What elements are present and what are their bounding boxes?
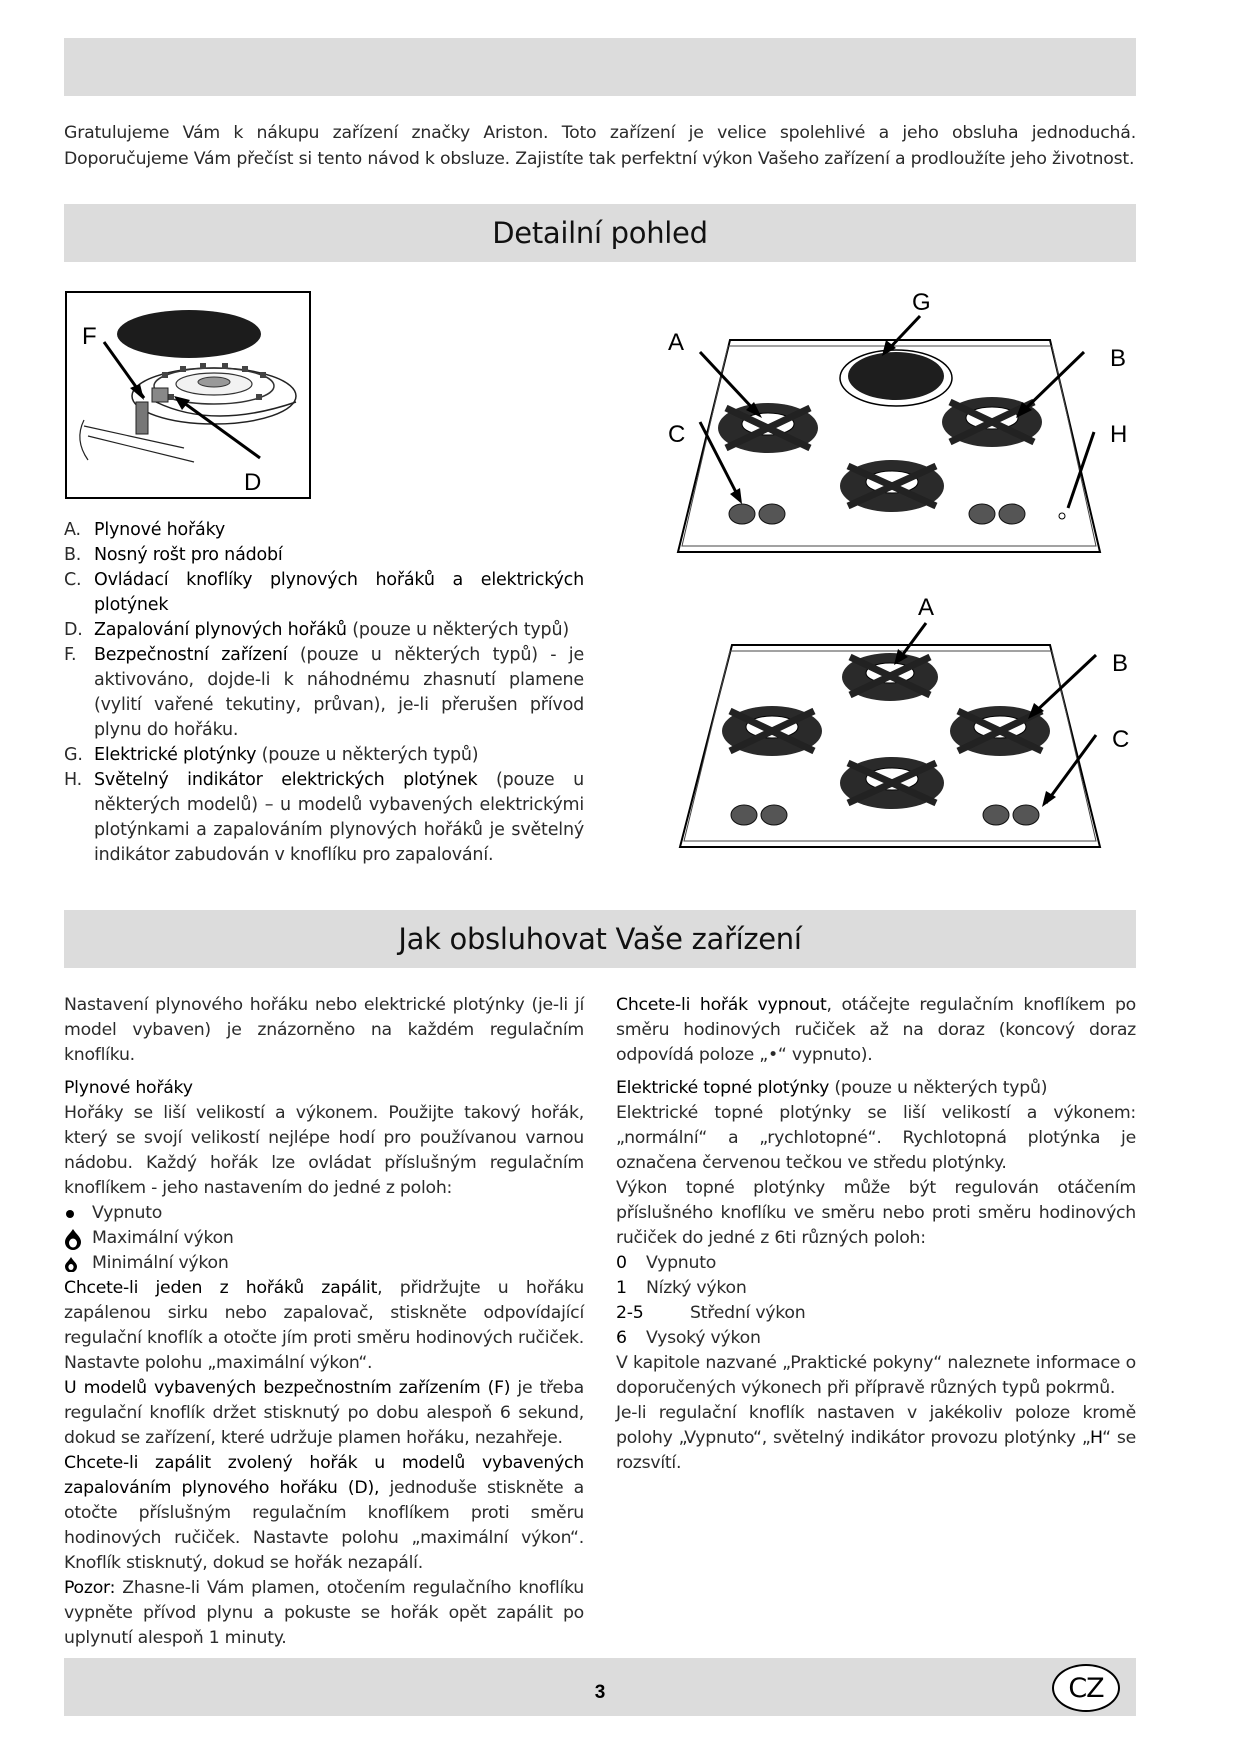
label-c: C	[668, 421, 686, 448]
gas-burners-heading: Plynové hořáky	[64, 1078, 193, 1098]
header-band	[64, 38, 1136, 96]
paragraph: Elektrické topné plotýnky se liší velikostí a výkonem: „normální“ a „rychlotopné“. Rychlotopná plotýnka je označena červenou tečkou ve středu plotýnky.	[616, 1103, 1136, 1173]
power-level	[616, 1251, 1136, 1276]
section-title-operation	[64, 910, 1136, 968]
legend-term: Světelný indikátor elektrických plotýnek	[94, 770, 478, 790]
power-level	[616, 1326, 1136, 1351]
gas-burner	[840, 757, 944, 809]
power-level-label: Vypnuto	[646, 1253, 717, 1273]
legend-key: F.	[64, 645, 77, 665]
safety-text: je třeba regulační knoflík držet stisknutý po dobu alespoň 6 sekund, dokud se zařízení, které udržuje plamen hořáku, nezahřeje.	[64, 1378, 584, 1448]
page-number: 3	[594, 1682, 606, 1703]
dot-icon	[64, 1208, 76, 1220]
power-level-key: 0	[616, 1253, 627, 1273]
gas-burner	[842, 653, 938, 701]
legend-term: Plynové hořáky	[94, 520, 226, 540]
label-b: B	[1112, 650, 1129, 677]
warning-text: Zhasne-li Vám plamen, otočením regulačního knoflíku vypněte přívod plynu a pokuste se hořák opět zapálit po uplynutí alespoň 1 minuty.	[64, 1578, 584, 1648]
indicator-text: Je-li regulační knoflík nastaven v jakékoliv poloze kromě polohy „Vypnuto“, světelný indikátor provozu plotýnky „	[616, 1403, 1136, 1448]
legend-desc: (pouze u některých modelů) – u modelů vybavených elektrickými plotýnkami a zapalováním plynových hořáků je světelný indikátor zabudován v knoflíku pro zapalování.	[94, 770, 584, 865]
section-title-operation-text: Jak obsluhovat Vaše zařízení	[398, 922, 802, 956]
turn-off-text: , otáčejte regulačním knoflíkem po směru hodinových ručiček až na doraz (koncový doraz odpovídá poloze „•“ vypnuto).	[616, 995, 1136, 1065]
indicator-text-end: “ se rozsvítí.	[616, 1428, 1136, 1473]
legend-term: Zapalování plynových hořáků	[94, 620, 347, 640]
label-f: F	[82, 323, 97, 350]
legend-item	[64, 568, 584, 618]
power-level-key: 1	[616, 1278, 627, 1298]
setting-item	[64, 1226, 584, 1251]
electric-plates-heading: Elektrické topné plotýnky	[616, 1078, 830, 1098]
legend-item	[64, 618, 584, 643]
gas-burner	[718, 403, 818, 453]
hob-bottom-figure	[660, 595, 1140, 860]
setting-item	[64, 1201, 584, 1226]
power-level-label: Střední výkon	[690, 1303, 806, 1323]
label-d: D	[244, 469, 262, 496]
power-level-key: 6	[616, 1328, 627, 1348]
hob-top-figure	[660, 290, 1140, 565]
legend-key: B.	[64, 545, 82, 565]
language-code: CZ	[1068, 1672, 1104, 1704]
legend-desc: (pouze u některých typů)	[256, 745, 479, 765]
legend-key: A.	[64, 520, 81, 540]
label-h: H	[1110, 421, 1128, 448]
setting-label: Maximální výkon	[92, 1228, 234, 1248]
small-flame-icon	[64, 1256, 78, 1272]
parts-legend	[64, 518, 584, 868]
hob-bottom-illustration	[660, 595, 1140, 860]
power-level-key: 2-5	[616, 1303, 644, 1323]
safety-heading: U modelů vybavených bezpečnostním zařízením (F)	[64, 1378, 511, 1398]
large-flame-icon	[64, 1228, 82, 1250]
legend-key: H.	[64, 770, 83, 790]
ignite-text: , přidržujte u hořáku zapálenou sirku nebo zapalovač, stiskněte odpovídající regulační knoflík a otočte jím proti směru hodinových ručiček. Nastavte polohu „maximální výkon“.	[64, 1278, 584, 1373]
legend-item	[64, 543, 584, 568]
legend-item	[64, 768, 584, 868]
warning-label: Pozor:	[64, 1578, 116, 1598]
setting-label: Vypnuto	[92, 1203, 163, 1223]
legend-item	[64, 743, 584, 768]
power-level	[616, 1301, 1136, 1326]
indicator-symbol: H	[1089, 1428, 1103, 1448]
label-g: G	[912, 290, 931, 316]
hob-top-illustration	[660, 290, 1140, 565]
legend-desc: (pouze u některých typů)	[346, 620, 569, 640]
power-level	[616, 1276, 1136, 1301]
burner-detail-illustration	[64, 290, 314, 502]
left-column	[64, 993, 584, 1651]
intro-text: Gratulujeme Vám k nákupu zařízení značky Ariston. Toto zařízení je velice spolehlivé a jeho obsluha jednoduchá. Doporučujeme Vám přečíst si tento návod k obsluze. Zajistíte tak perfektní výkon Vašeho zařízení a prodloužíte jeho životnost.	[64, 123, 1136, 169]
power-level-label: Nízký výkon	[646, 1278, 747, 1298]
auto-ignition-text: jednoduše stiskněte a otočte příslušným regulačním knoflíkem proti směru hodinových ručiček. Nastavte polohu „maximální výkon“. Knoflík stisknutý, dokud se hořák nezapálí.	[64, 1478, 584, 1573]
section-title-detail	[64, 204, 1136, 262]
legend-key: G.	[64, 745, 83, 765]
burner-detail-figure	[64, 290, 314, 502]
legend-term: Bezpečnostní zařízení	[94, 645, 288, 665]
label-c: C	[1112, 726, 1130, 753]
legend-key: C.	[64, 570, 82, 590]
right-column	[616, 993, 1136, 1476]
language-badge	[1052, 1664, 1120, 1712]
legend-item	[64, 643, 584, 743]
legend-term: Elektrické plotýnky	[94, 745, 257, 765]
turn-off-heading: Chcete-li hořák vypnout	[616, 995, 827, 1015]
label-a: A	[668, 329, 685, 356]
gas-burner	[722, 706, 822, 756]
gas-burner	[942, 397, 1042, 447]
legend-key: D.	[64, 620, 83, 640]
auto-ignition-heading: Chcete-li zapálit zvolený hořák u modelů vybavených zapalováním plynového hořáku (D),	[64, 1453, 584, 1498]
paragraph: V kapitole nazvané „Praktické pokyny“ naleznete informace o doporučených výkonech při přípravě různých typů pokrmů.	[616, 1353, 1136, 1398]
setting-item	[64, 1251, 584, 1276]
paragraph: Nastavení plynového hořáku nebo elektrické plotýnky (je-li jí model vybaven) je znázorněno na každém regulačním knoflíku.	[64, 995, 584, 1065]
paragraph: Hořáky se liší velikostí a výkonem. Použijte takový hořák, který se svojí velikostí nejlépe hodí pro používanou varnou nádobu. Každý hořák lze ovládat příslušným regulačním knoflíkem - jeho nastavením do jedné z poloh:	[64, 1103, 584, 1198]
paragraph: Výkon topné plotýnky může být regulován otáčením příslušného knoflíku ve směru nebo proti směru hodinových ručiček do jedné z 6ti různých poloh:	[616, 1178, 1136, 1248]
legend-item	[64, 518, 584, 543]
legend-term: Nosný rošt pro nádobí	[94, 545, 283, 565]
section-title-detail-text: Detailní pohled	[492, 216, 708, 250]
legend-term: Ovládací knoflíky plynových hořáků a elektrických plotýnek	[94, 570, 584, 615]
power-level-label: Vysoký výkon	[646, 1328, 761, 1348]
electric-plates-note: (pouze u některých typů)	[829, 1078, 1048, 1098]
label-a: A	[918, 595, 935, 621]
label-b: B	[1110, 345, 1127, 372]
ignite-heading: Chcete-li jeden z hořáků zapálit	[64, 1278, 378, 1298]
setting-label: Minimální výkon	[92, 1253, 229, 1273]
legend-desc: (pouze u některých typů) - je aktivováno, dojde-li k náhodnému zhasnutí plamene (vylití vařené tekutiny, průvan), je-li přerušen přívod plynu do hořáku.	[94, 645, 585, 740]
gas-burner	[840, 460, 944, 512]
